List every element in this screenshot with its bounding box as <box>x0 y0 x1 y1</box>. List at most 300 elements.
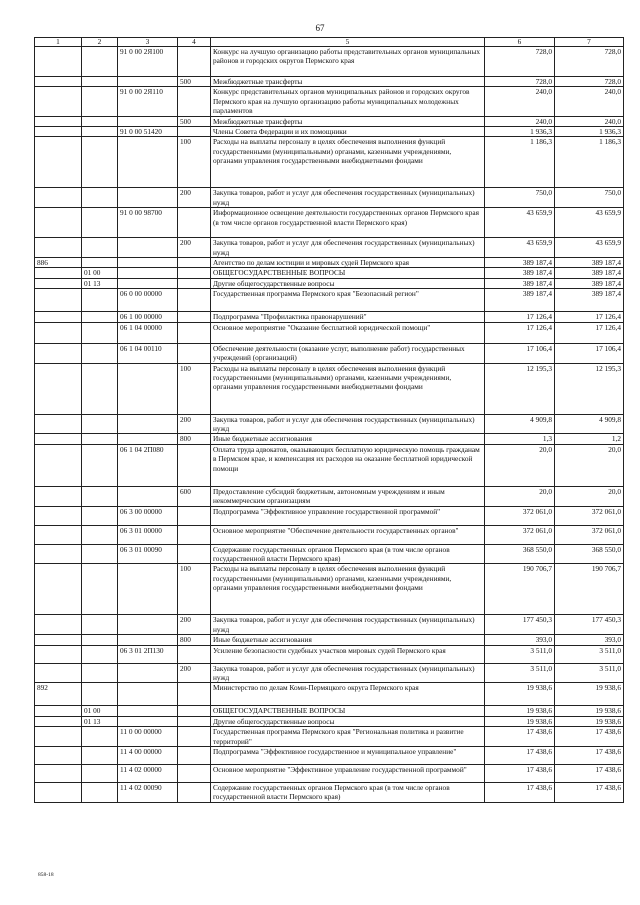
table-cell: 01 00 <box>82 706 118 716</box>
table-cell: 1,2 <box>555 434 624 444</box>
table-cell <box>35 343 82 363</box>
table-row <box>35 137 624 188</box>
table-cell: ОБЩЕГОСУДАРСТВЕННЫЕ ВОПРОСЫ <box>211 706 485 716</box>
table-cell: 368 550,0 <box>485 544 555 564</box>
table-cell <box>118 486 178 506</box>
table-cell: 17 438,6 <box>485 783 555 803</box>
table-cell: 12 195,3 <box>555 363 624 414</box>
table-cell: 389 187,4 <box>485 268 555 278</box>
table-header <box>35 38 624 47</box>
table-cell: 91 0 00 51420 <box>118 127 178 137</box>
table-row <box>35 635 624 645</box>
table-cell <box>35 486 82 506</box>
table-cell: 17 438,6 <box>555 727 624 747</box>
table-cell: 100 <box>178 137 211 188</box>
table-cell: 19 938,6 <box>555 683 624 706</box>
column-header: 6 <box>485 38 555 47</box>
table-cell: 389 187,4 <box>485 278 555 288</box>
table-cell: 3 511,0 <box>485 645 555 663</box>
table-row <box>35 544 624 564</box>
table-cell: 17 438,6 <box>555 783 624 803</box>
table-cell <box>82 727 118 747</box>
table-cell: 1 936,3 <box>555 127 624 137</box>
table-cell <box>35 127 82 137</box>
table-cell <box>35 645 82 663</box>
table-cell: 3 511,0 <box>555 663 624 683</box>
table-cell: 06 1 04 2П080 <box>118 444 178 486</box>
table-cell: 20,0 <box>485 444 555 486</box>
table-cell: 389 187,4 <box>485 289 555 312</box>
table-cell: 06 1 04 00110 <box>118 343 178 363</box>
table-cell <box>118 77 178 87</box>
table-cell <box>35 312 82 322</box>
table-cell: 728,0 <box>555 47 624 77</box>
table-cell <box>82 506 118 525</box>
table-cell: 750,0 <box>485 188 555 208</box>
table-cell: 17 438,6 <box>485 765 555 783</box>
table-row <box>35 289 624 312</box>
table-cell: 17 438,6 <box>485 727 555 747</box>
table-cell <box>178 258 211 268</box>
table-cell: Подпрограмма "Профилактика правонарушений" <box>211 312 485 322</box>
table-cell: 100 <box>178 363 211 414</box>
table-cell: 17 126,4 <box>485 312 555 322</box>
table-cell <box>35 47 82 77</box>
table-cell: 19 938,6 <box>485 716 555 726</box>
table-cell: 17 438,6 <box>485 747 555 765</box>
table-cell <box>35 727 82 747</box>
table-cell: 892 <box>35 683 82 706</box>
table-cell <box>82 238 118 258</box>
table-cell: Конкурс представительных органов муниципальных районов и городских округов Пермского края на лучшую организацию работы муниципальных молодежных парламентов <box>211 87 485 116</box>
table-cell <box>118 238 178 258</box>
table-row <box>35 525 624 544</box>
table-cell <box>118 615 178 635</box>
table-cell: 190 706,7 <box>485 564 555 615</box>
table-cell: 886 <box>35 258 82 268</box>
table-cell: 177 450,3 <box>485 615 555 635</box>
table-cell: Закупка товаров, работ и услуг для обеспечения государственных (муниципальных) нужд <box>211 663 485 683</box>
table-cell <box>178 706 211 716</box>
table-cell: 1,3 <box>485 434 555 444</box>
table-cell: Конкурс на лучшую организацию работы представительных органов муниципальных районов и городских округов Пермского края <box>211 47 485 77</box>
table-cell <box>82 564 118 615</box>
table-cell <box>118 706 178 716</box>
table-cell <box>82 486 118 506</box>
table-cell: 06 0 00 00000 <box>118 289 178 312</box>
table-cell <box>35 137 82 188</box>
column-header: 3 <box>118 38 178 47</box>
table-cell: Другие общегосударственные вопросы <box>211 716 485 726</box>
table-cell <box>178 525 211 544</box>
table-cell <box>82 444 118 486</box>
table-cell <box>35 434 82 444</box>
table-cell: 06 3 01 00000 <box>118 525 178 544</box>
table-cell <box>35 663 82 683</box>
table-cell: 1 186,3 <box>555 137 624 188</box>
table-row <box>35 564 624 615</box>
table-cell: Закупка товаров, работ и услуг для обеспечения государственных (муниципальных) нужд <box>211 615 485 635</box>
table-cell <box>35 116 82 126</box>
table-cell <box>35 716 82 726</box>
table-cell <box>82 747 118 765</box>
table-cell: Другие общегосударственные вопросы <box>211 278 485 288</box>
table-row <box>35 322 624 343</box>
column-header: 2 <box>82 38 118 47</box>
table-cell: 240,0 <box>485 87 555 116</box>
table-cell: 17 126,4 <box>485 322 555 343</box>
table-cell <box>82 127 118 137</box>
table-cell <box>35 188 82 208</box>
table-cell <box>118 564 178 615</box>
table-cell: 17 438,6 <box>555 747 624 765</box>
table-cell <box>178 47 211 77</box>
table-cell <box>178 683 211 706</box>
table-cell: 06 3 01 2П130 <box>118 645 178 663</box>
table-cell <box>35 747 82 765</box>
table-row <box>35 127 624 137</box>
table-cell: 600 <box>178 486 211 506</box>
table-cell <box>178 716 211 726</box>
table-row <box>35 727 624 747</box>
table-cell: Расходы на выплаты персоналу в целях обеспечения выполнения функций государственными (муниципальными) органами, казенными учреждениями, органами управления государственными внебюджетными фондами <box>211 137 485 188</box>
table-cell: 17 126,4 <box>555 312 624 322</box>
table-cell <box>178 127 211 137</box>
table-cell: Основное мероприятие "Обеспечение деятельности государственных органов" <box>211 525 485 544</box>
table-cell <box>118 683 178 706</box>
table-cell: 800 <box>178 635 211 645</box>
table-cell <box>178 289 211 312</box>
table-cell: 17 438,6 <box>555 765 624 783</box>
table-row <box>35 77 624 87</box>
table-cell <box>35 506 82 525</box>
table-cell <box>35 77 82 87</box>
table-cell: 06 1 00 00000 <box>118 312 178 322</box>
table-cell: 11 4 02 00090 <box>118 783 178 803</box>
table-row <box>35 188 624 208</box>
table-cell <box>82 137 118 188</box>
table-cell <box>82 312 118 322</box>
table-cell <box>35 525 82 544</box>
table-row <box>35 716 624 726</box>
table-cell: 393,0 <box>485 635 555 645</box>
table-cell <box>118 414 178 434</box>
table-cell <box>178 727 211 747</box>
table-cell <box>82 525 118 544</box>
table-cell: Усиление безопасности судебных участков мировых судей Пермского края <box>211 645 485 663</box>
table-cell: Иные бюджетные ассигнования <box>211 635 485 645</box>
table-cell <box>178 312 211 322</box>
table-cell: 200 <box>178 663 211 683</box>
table-cell: 19 938,6 <box>555 716 624 726</box>
table-cell: 200 <box>178 238 211 258</box>
table-row <box>35 278 624 288</box>
table-cell: 91 0 00 98700 <box>118 208 178 238</box>
table-row <box>35 486 624 506</box>
table-row <box>35 645 624 663</box>
table-cell: Министерство по делам Коми-Пермяцкого округа Пермского края <box>211 683 485 706</box>
table-cell <box>35 444 82 486</box>
table-cell: 1 186,3 <box>485 137 555 188</box>
table-cell: 06 3 00 00000 <box>118 506 178 525</box>
table-row <box>35 208 624 238</box>
table-cell <box>35 706 82 716</box>
table-cell <box>35 278 82 288</box>
table-cell: 728,0 <box>555 77 624 87</box>
table-row <box>35 258 624 268</box>
table-cell <box>35 765 82 783</box>
table-cell: ОБЩЕГОСУДАРСТВЕННЫЕ ВОПРОСЫ <box>211 268 485 278</box>
table-cell <box>82 414 118 434</box>
table-cell <box>82 645 118 663</box>
table-cell <box>82 544 118 564</box>
table-cell: 17 106,4 <box>485 343 555 363</box>
table-cell <box>82 615 118 635</box>
table-cell <box>178 444 211 486</box>
table-cell <box>178 506 211 525</box>
table-cell: 91 0 00 2Я110 <box>118 87 178 116</box>
table-row <box>35 683 624 706</box>
table-cell <box>35 289 82 312</box>
table-cell <box>118 268 178 278</box>
table-cell <box>82 663 118 683</box>
table-row <box>35 506 624 525</box>
table-row <box>35 783 624 803</box>
footer-code: 858-18 <box>38 872 54 878</box>
table-cell: 389 187,4 <box>555 258 624 268</box>
table-cell: 728,0 <box>485 47 555 77</box>
table-cell <box>178 268 211 278</box>
table-cell: 190 706,7 <box>555 564 624 615</box>
table-cell: Межбюджетные трансферты <box>211 77 485 87</box>
table-cell <box>178 87 211 116</box>
table-cell: 200 <box>178 188 211 208</box>
table-cell: Оплата труда адвокатов, оказывающих бесплатную юридическую помощь гражданам в Пермском крае, и компенсация их расходов на оказание бесплатной юридической помощи <box>211 444 485 486</box>
table-cell: 91 0 00 2Я100 <box>118 47 178 77</box>
table-cell: 1 936,3 <box>485 127 555 137</box>
table-cell <box>178 645 211 663</box>
table-row <box>35 444 624 486</box>
table-cell: Иные бюджетные ассигнования <box>211 434 485 444</box>
table-cell: 06 3 01 00090 <box>118 544 178 564</box>
table-row <box>35 414 624 434</box>
table-cell: Предоставление субсидий бюджетным, автономным учреждениям и иным некоммерческим организациям <box>211 486 485 506</box>
table-cell <box>35 564 82 615</box>
table-cell <box>82 289 118 312</box>
table-cell: 19 938,6 <box>485 706 555 716</box>
table-cell <box>178 544 211 564</box>
table-cell: 01 00 <box>82 268 118 278</box>
table-cell: 20,0 <box>555 444 624 486</box>
table-cell <box>178 322 211 343</box>
table-row <box>35 47 624 77</box>
table-cell: Межбюджетные трансферты <box>211 116 485 126</box>
table-cell <box>178 765 211 783</box>
table-cell: 500 <box>178 77 211 87</box>
table-cell: 389 187,4 <box>485 258 555 268</box>
table-cell: 389 187,4 <box>555 278 624 288</box>
table-cell: 43 659,9 <box>555 208 624 238</box>
table-row <box>35 363 624 414</box>
table-row <box>35 615 624 635</box>
table-cell: 372 061,0 <box>485 506 555 525</box>
table-cell <box>35 208 82 238</box>
table-cell: 01 13 <box>82 278 118 288</box>
table-cell: 12 195,3 <box>485 363 555 414</box>
table-cell <box>118 258 178 268</box>
table-cell <box>82 87 118 116</box>
table-cell: 800 <box>178 434 211 444</box>
table-cell: 500 <box>178 116 211 126</box>
table-cell: Содержание государственных органов Пермского края (в том числе органов государственной власти Пермского края) <box>211 783 485 803</box>
table-cell: 372 061,0 <box>555 525 624 544</box>
table-cell <box>82 635 118 645</box>
table-cell <box>178 343 211 363</box>
table-cell: 11 4 00 00000 <box>118 747 178 765</box>
table-cell: Основное мероприятие "Эффективное управление государственной программой" <box>211 765 485 783</box>
table-cell: Расходы на выплаты персоналу в целях обеспечения выполнения функций государственными (муниципальными) органами, казенными учреждениями, органами управления государственными внебюджетными фондами <box>211 363 485 414</box>
table-cell: Подпрограмма "Эффективное государственное и муниципальное управление" <box>211 747 485 765</box>
column-header: 4 <box>178 38 211 47</box>
table-cell: Закупка товаров, работ и услуг для обеспечения государственных (муниципальных) нужд <box>211 414 485 434</box>
table-cell <box>82 765 118 783</box>
table-cell: 17 106,4 <box>555 343 624 363</box>
table-cell: 240,0 <box>485 116 555 126</box>
budget-table <box>34 37 624 803</box>
table-cell: 20,0 <box>485 486 555 506</box>
table-cell: 06 1 04 00000 <box>118 322 178 343</box>
table-cell: 200 <box>178 615 211 635</box>
column-header: 7 <box>555 38 624 47</box>
table-row <box>35 87 624 116</box>
table-cell: Закупка товаров, работ и услуг для обеспечения государственных (муниципальных) нужд <box>211 238 485 258</box>
table-cell <box>178 208 211 238</box>
table-cell <box>118 635 178 645</box>
table-cell <box>82 343 118 363</box>
table-cell <box>82 116 118 126</box>
table-cell: 20,0 <box>555 486 624 506</box>
table-cell: 393,0 <box>555 635 624 645</box>
table-cell <box>118 716 178 726</box>
table-cell: Закупка товаров, работ и услуг для обеспечения государственных (муниципальных) нужд <box>211 188 485 208</box>
table-cell <box>35 635 82 645</box>
table-cell: 750,0 <box>555 188 624 208</box>
table-row <box>35 238 624 258</box>
table-row <box>35 765 624 783</box>
table-row <box>35 343 624 363</box>
table-cell <box>82 363 118 414</box>
table-cell <box>118 137 178 188</box>
column-header: 5 <box>211 38 485 47</box>
table-cell <box>118 188 178 208</box>
table-cell <box>118 663 178 683</box>
table-cell: Содержание государственных органов Пермского края (в том числе органов государственной власти Пермского края) <box>211 544 485 564</box>
table-cell: 01 13 <box>82 716 118 726</box>
table-cell: Информационное освещение деятельности государственных органов Пермского края (в том числе органов государственной власти Пермского края) <box>211 208 485 238</box>
table-cell <box>82 434 118 444</box>
table-row <box>35 268 624 278</box>
table-cell: 19 938,6 <box>555 706 624 716</box>
table-cell: 43 659,9 <box>485 238 555 258</box>
table-cell <box>35 87 82 116</box>
table-cell: Подпрограмма "Эффективное управление государственной программой" <box>211 506 485 525</box>
table-cell: 200 <box>178 414 211 434</box>
table-cell <box>35 615 82 635</box>
table-cell: 19 938,6 <box>485 683 555 706</box>
table-cell <box>178 747 211 765</box>
table-cell <box>35 783 82 803</box>
table-cell: 43 659,9 <box>555 238 624 258</box>
table-cell: 389 187,4 <box>555 268 624 278</box>
table-cell: 3 511,0 <box>485 663 555 683</box>
table-row <box>35 116 624 126</box>
table-cell <box>82 77 118 87</box>
table-cell <box>118 434 178 444</box>
table-cell: Обеспечение деятельности (оказание услуг, выполнение работ) государственных учреждений (организаций) <box>211 343 485 363</box>
table-cell: 389 187,4 <box>555 289 624 312</box>
table-cell: 4 909,8 <box>555 414 624 434</box>
table-cell: Государственная программа Пермского края "Региональная политика и развитие территорий" <box>211 727 485 747</box>
table-cell <box>35 238 82 258</box>
table-cell <box>35 322 82 343</box>
table-row <box>35 663 624 683</box>
table-body <box>35 47 624 803</box>
table-cell <box>178 783 211 803</box>
table-cell <box>35 363 82 414</box>
table-cell <box>82 683 118 706</box>
table-cell: 177 450,3 <box>555 615 624 635</box>
table-cell <box>118 278 178 288</box>
table-cell: 3 511,0 <box>555 645 624 663</box>
table-cell <box>82 258 118 268</box>
table-cell: 100 <box>178 564 211 615</box>
table-cell: 372 061,0 <box>555 506 624 525</box>
column-header: 1 <box>35 38 82 47</box>
table-cell <box>82 208 118 238</box>
table-cell <box>118 363 178 414</box>
table-row <box>35 706 624 716</box>
table-cell <box>82 322 118 343</box>
table-cell <box>82 783 118 803</box>
table-cell: 240,0 <box>555 116 624 126</box>
table-cell <box>82 188 118 208</box>
table-cell <box>35 544 82 564</box>
table-cell: 372 061,0 <box>485 525 555 544</box>
table-cell: 240,0 <box>555 87 624 116</box>
page-number: 67 <box>315 23 325 33</box>
table-row <box>35 747 624 765</box>
table-cell: Государственная программа Пермского края "Безопасный регион" <box>211 289 485 312</box>
table-cell: Члены Совета Федерации и их помощники <box>211 127 485 137</box>
table-cell: 368 550,0 <box>555 544 624 564</box>
table-cell: 17 126,4 <box>555 322 624 343</box>
table-cell <box>178 278 211 288</box>
table-cell: Расходы на выплаты персоналу в целях обеспечения выполнения функций государственными (муниципальными) органами, казенными учреждениями, органами управления государственными внебюджетными фондами <box>211 564 485 615</box>
table-cell: 4 909,8 <box>485 414 555 434</box>
table-cell: 11 0 00 00000 <box>118 727 178 747</box>
table-row <box>35 434 624 444</box>
table-cell: 728,0 <box>485 77 555 87</box>
table-cell: 11 4 02 00000 <box>118 765 178 783</box>
table-cell <box>35 268 82 278</box>
table-cell <box>82 47 118 77</box>
table-cell <box>118 116 178 126</box>
table-cell: Агентство по делам юстиции и мировых судей Пермского края <box>211 258 485 268</box>
table-row <box>35 312 624 322</box>
table-cell: Основное мероприятие "Оказание бесплатной юридической помощи" <box>211 322 485 343</box>
table-cell: 43 659,9 <box>485 208 555 238</box>
table-cell <box>35 414 82 434</box>
